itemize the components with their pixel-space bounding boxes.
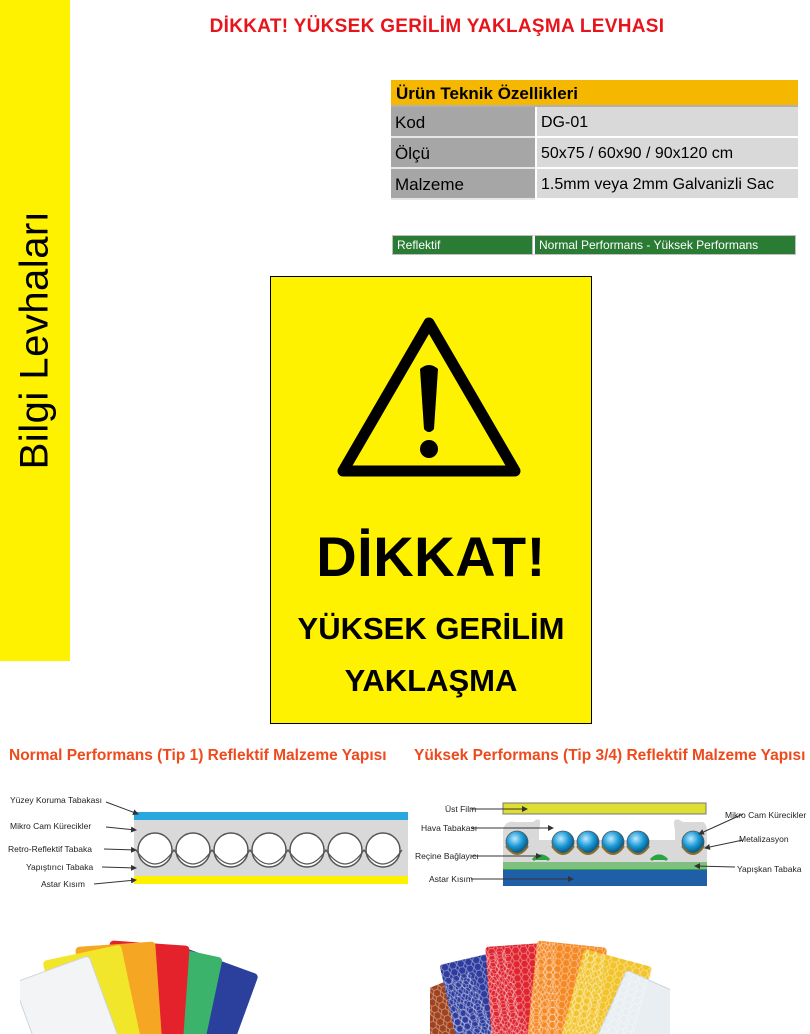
diagram-label: Mikro Cam Kürecikler [10, 821, 92, 831]
sign-line-2: YAKLAŞMA [344, 663, 518, 698]
side-label: Bilgi Levhaları [12, 210, 57, 470]
material-swatches-normal [20, 905, 260, 1034]
page-title: DİKKAT! YÜKSEK GERİLİM YAKLAŞMA LEVHASI [209, 16, 665, 37]
diagram-label: Yapıştırıcı Tabaka [26, 862, 94, 872]
spec-key: Malzeme [391, 169, 535, 200]
spec-value: 1.5mm veya 2mm Galvanizli Sac [535, 169, 798, 200]
diagram-label: Reçine Bağlayıcı [415, 851, 479, 861]
spec-row-kod [391, 107, 798, 138]
sign-line-1: YÜKSEK GERİLİM [297, 611, 565, 646]
diagram-label: Üst Film [445, 804, 477, 814]
reflective-key: Reflektif [392, 235, 533, 255]
warning-sign [270, 276, 592, 724]
diagram-label: Retro-Reflektif Tabaka [8, 844, 92, 854]
spec-key: Ölçü [391, 138, 535, 169]
spec-value: DG-01 [535, 107, 798, 138]
diagram-label: Astar Kısım [429, 874, 473, 884]
material-swatches-high [430, 905, 670, 1034]
spec-table [391, 80, 798, 200]
reflective-value: Normal Performans - Yüksek Performans [533, 235, 796, 255]
spec-row-olcu [391, 138, 798, 169]
diagram-normal [6, 786, 410, 890]
diagram-label: Metalizasyon [739, 834, 789, 844]
diagram-label: Astar Kısım [41, 879, 85, 889]
warning-triangle-icon [337, 317, 521, 479]
section-title-high: Yüksek Performans (Tip 3/4) Reflektif Malzeme Yapısı [414, 747, 806, 764]
spec-row-malzeme [391, 169, 798, 200]
diagram-high [413, 790, 810, 896]
spec-header: Ürün Teknik Özellikleri [391, 80, 798, 107]
diagram-label: Yapışkan Tabaka [737, 864, 802, 874]
sign-main-text: DİKKAT! [316, 525, 546, 588]
diagram-label: Mikro Cam Kürecikler [725, 810, 807, 820]
diagram-label: Yüzey Koruma Tabakası [10, 795, 102, 805]
spec-key: Kod [391, 107, 535, 138]
side-band [0, 0, 70, 661]
spec-value: 50x75 / 60x90 / 90x120 cm [535, 138, 798, 169]
diagram-label: Hava Tabakası [421, 823, 478, 833]
section-title-normal: Normal Performans (Tip 1) Reflektif Malzeme Yapısı [9, 747, 387, 764]
reflective-row [392, 235, 796, 255]
